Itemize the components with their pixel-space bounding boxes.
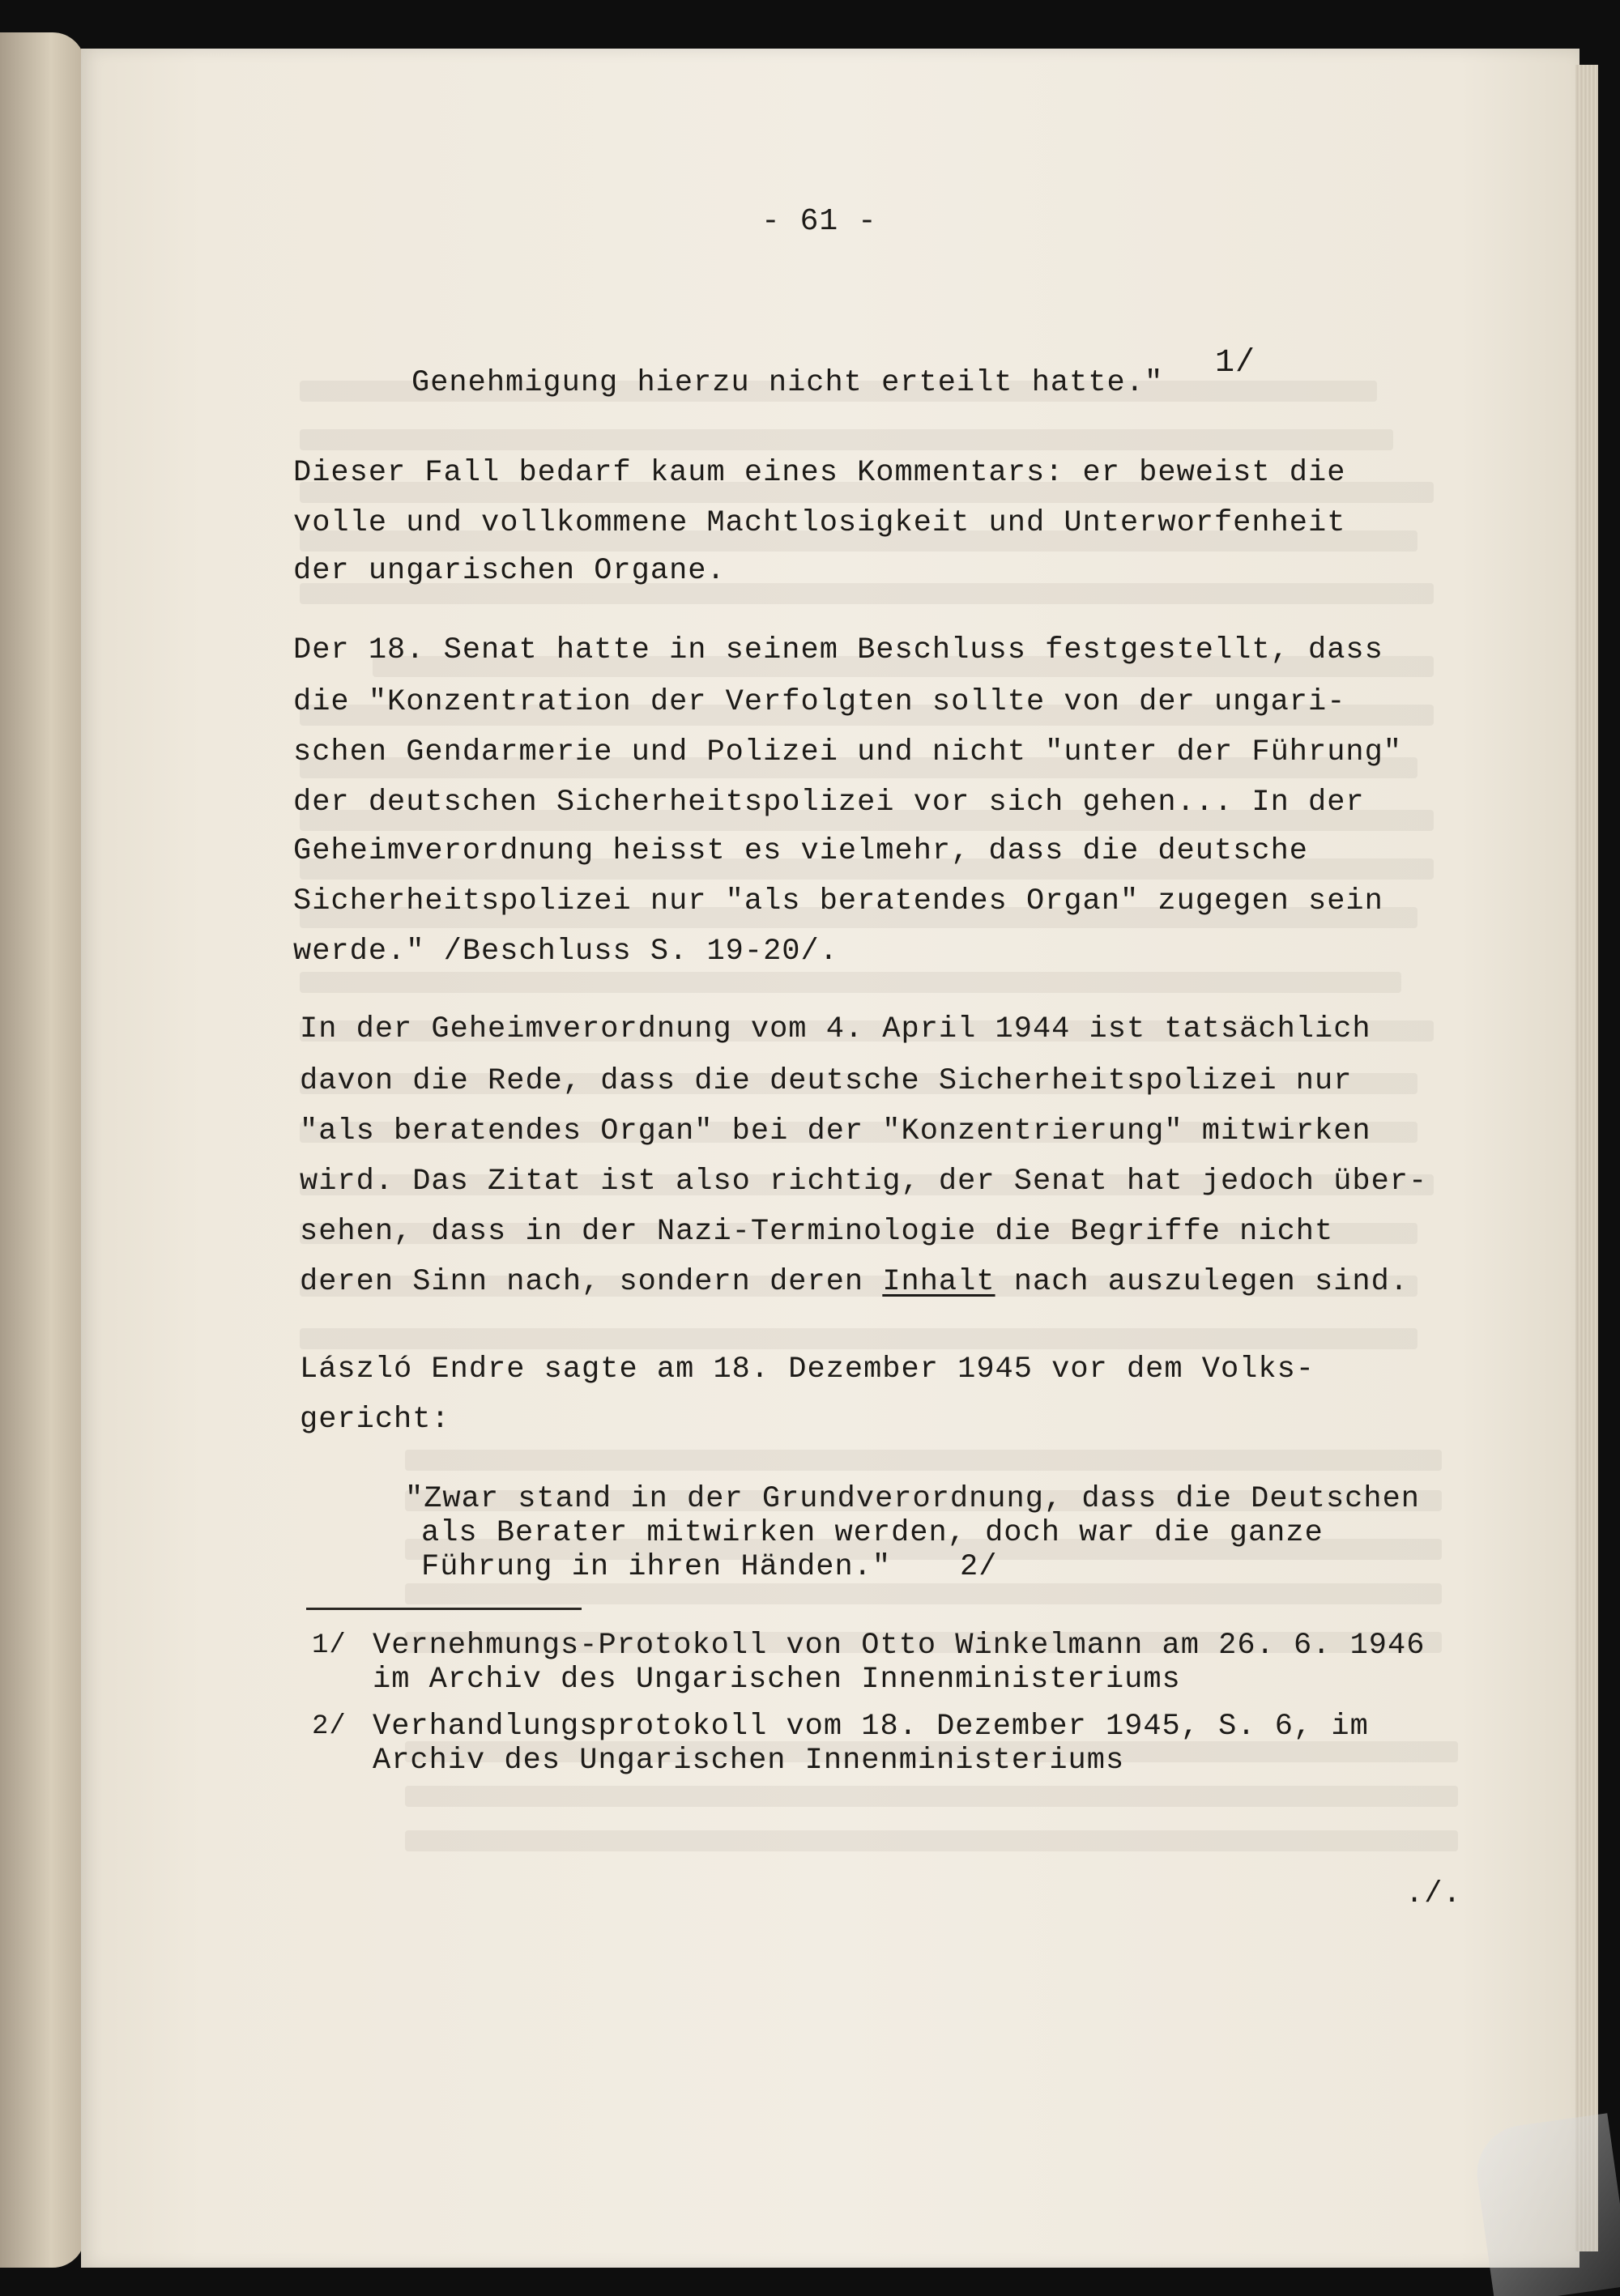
text-line: wird. Das Zitat ist also richtig, der Senat hat jedoch über- [300,1165,1428,1199]
footnote-reference: 2/ [960,1550,998,1584]
text-line: László Endre sagte am 18. Dezember 1945 vor dem Volks- [300,1352,1315,1387]
footnote-line: Vernehmungs-Protokoll von Otto Winkelmann am 26. 6. 1946 [373,1629,1426,1663]
footnote-mark: 2/ [312,1711,347,1742]
footnote-rule [306,1608,582,1610]
footnote-line: im Archiv des Ungarischen Innenministeriums [373,1663,1181,1697]
text-line: "als beratendes Organ" bei der "Konzentrierung" mitwirken [300,1114,1371,1148]
quote-line: Führung in ihren Händen." [421,1550,892,1584]
text-segment: nach auszulegen sind. [995,1265,1409,1299]
quote-line: "Zwar stand in der Grundverordnung, dass die Deutschen [405,1482,1420,1516]
footnote-line: Verhandlungsprotokoll vom 18. Dezember 1945, S. 6, im [373,1710,1369,1744]
text-line: davon die Rede, dass die deutsche Sicherheitspolizei nur [300,1064,1353,1098]
underlined-word: Inhalt [882,1265,995,1299]
text-line: Der 18. Senat hatte in seinem Beschluss festgestellt, dass [293,633,1383,667]
text-line: der ungarischen Organe. [293,554,726,588]
footnote-mark: 1/ [312,1630,347,1661]
text-line: Sicherheitspolizei nur "als beratendes Organ" zugegen sein [293,884,1383,918]
footnote-reference: 1/ [1215,345,1256,381]
page-stack-edges [1575,65,1598,2251]
left-page-edge [0,32,85,2268]
quote-line: als Berater mitwirken werden, doch war die ganze [421,1516,1324,1550]
continuation-mark: ./. [1405,1877,1462,1911]
text-line: Dieser Fall bedarf kaum eines Kommentars: er beweist die [293,456,1346,490]
text-line [300,1257,1409,1307]
text-line: werde." /Beschluss S. 19-20/. [293,935,838,969]
text-line: der deutschen Sicherheitspolizei vor sich gehen... In der [293,786,1365,820]
page-number: - 61 - [761,204,877,239]
footnote-line: Archiv des Ungarischen Innenministeriums [373,1744,1125,1778]
text-line: gericht: [300,1403,450,1437]
text-line: volle und vollkommene Machtlosigkeit und Unterworfenheit [293,506,1346,540]
text-line: sehen, dass in der Nazi-Terminologie die Begriffe nicht [300,1215,1334,1249]
text-line: Genehmigung hierzu nicht erteilt hatte." [411,366,1164,400]
text-segment: deren Sinn nach, sondern deren [300,1265,883,1299]
text-line: In der Geheimverordnung vom 4. April 1944 ist tatsächlich [300,1012,1371,1046]
text-line: Geheimverordnung heisst es vielmehr, dass die deutsche [293,834,1308,868]
text-line: die "Konzentration der Verfolgten sollte von der ungari- [293,685,1346,719]
book-stand-clip [1471,2113,1620,2296]
text-line: schen Gendarmerie und Polizei und nicht "unter der Führung" [293,735,1403,769]
